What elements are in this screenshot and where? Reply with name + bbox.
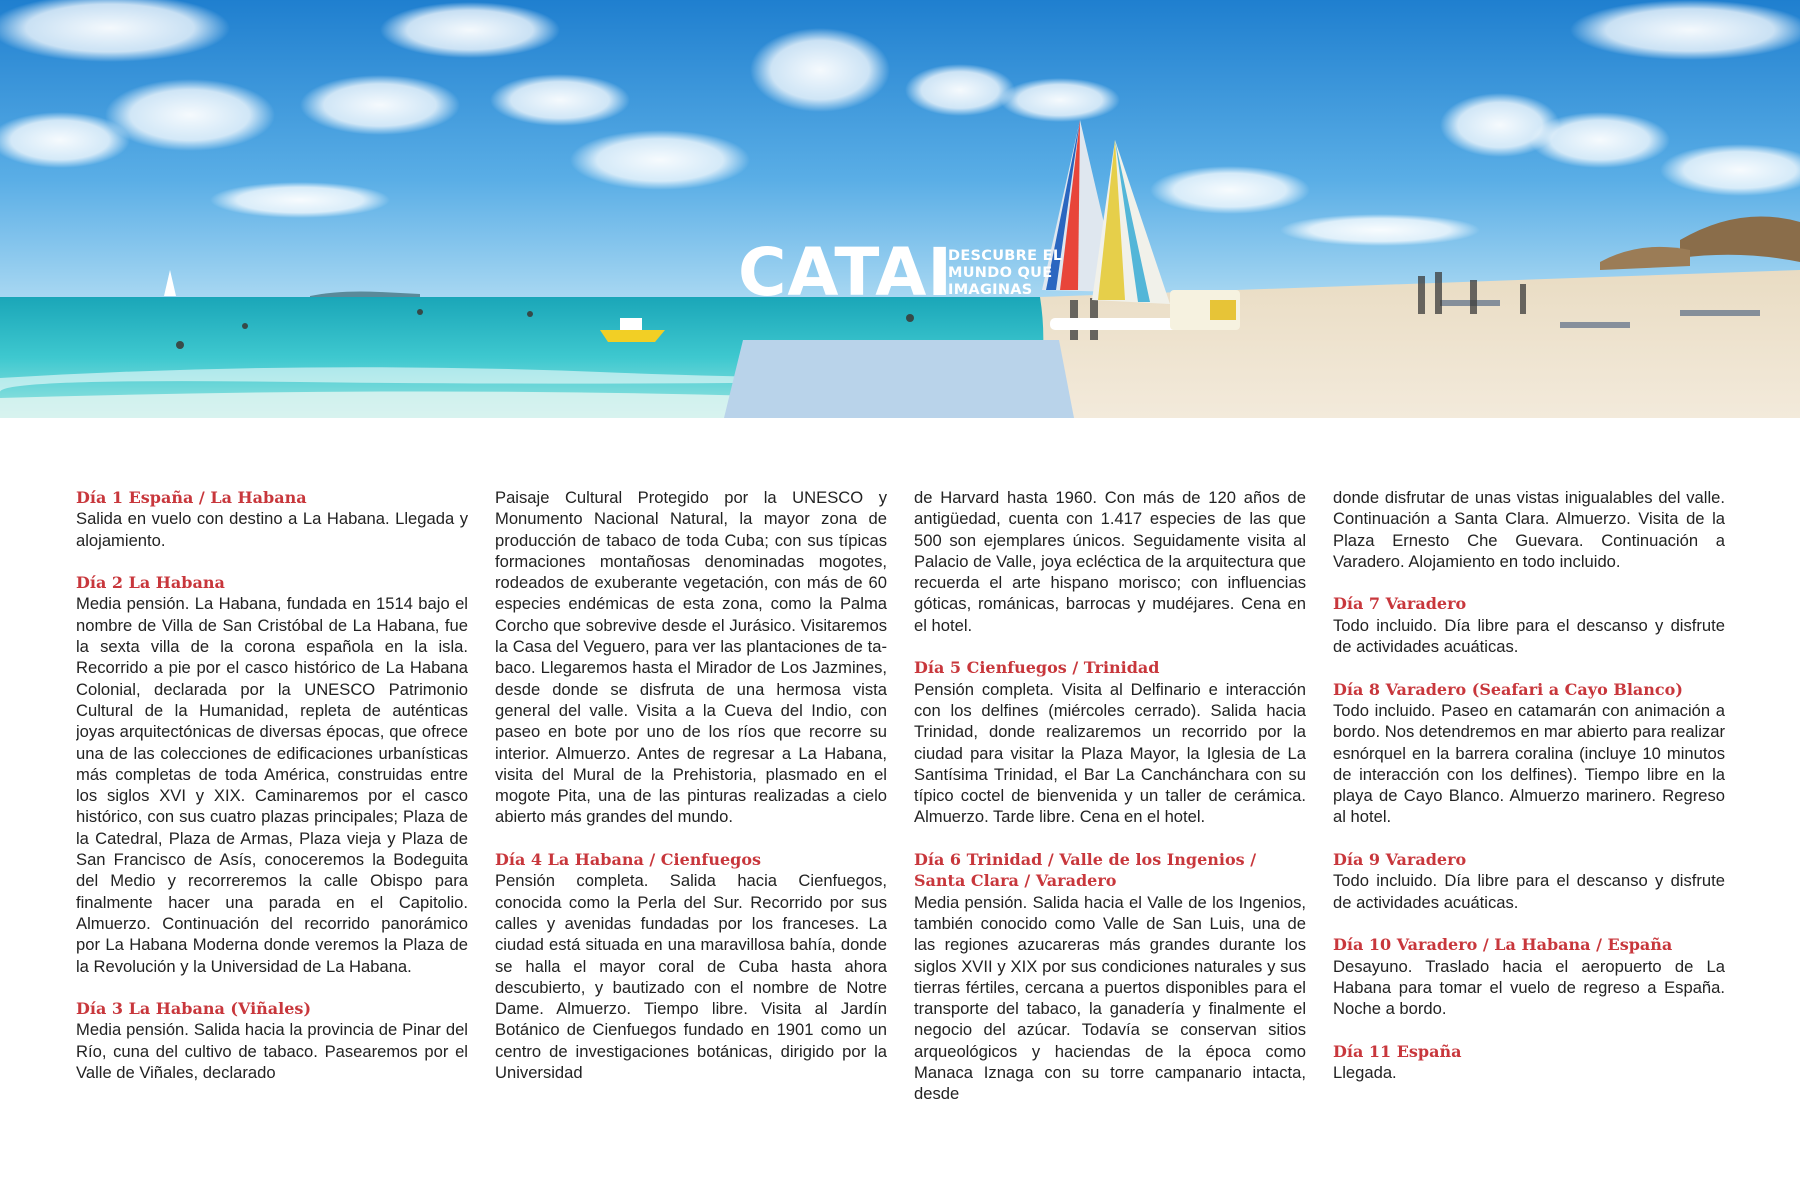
day-text: de Harvard hasta 1960. Con más de 120 años de antigüedad, cuenta con 1.417 especies de las que 500 son ejemplares únicos. Seguidamente visita al Palacio de Valle, joya ecléctica de la arquitectura que recuerda el arte hispano morisco; con influencias góticas, románicas, barrocas y mudéjares. Cena en el hotel.: [914, 488, 1306, 635]
day-title: Día 5 Cienfuegos / Trinidad: [914, 658, 1160, 678]
day-text: Media pensión. Salida hacia el Valle de los Ingenios, también conocido como Valle de San Luis, una de las regiones azucareras más grandes durante los siglos XVII y XIX por sus condiciones naturales y sus tierras fértiles, cercana a puertos disponibles para el transporte del tabaco, la ganadería y finalmente el negocio del azúcar. Todavía se conservan sitios arqueológicos y haciendas de la época como Manaca Iznaga con su torre campanario intacta, desde: [914, 892, 1306, 1104]
day-7: [1333, 593, 1725, 657]
hero-banner: [0, 0, 1800, 418]
day-3-continued: [495, 487, 887, 828]
decorative-tab: [724, 340, 1074, 418]
tagline-line: MUNDO QUE: [948, 265, 1053, 281]
column-4: [1333, 487, 1725, 1147]
day-title: Día 3 La Habana (Viñales): [76, 999, 312, 1019]
column-3: [914, 487, 1306, 1147]
day-title: Día 11 España: [1333, 1041, 1462, 1061]
day-4: [495, 849, 887, 1083]
day-text: Todo incluido. Día libre para el descanso y disfrute de actividades acuáticas.: [1333, 871, 1725, 912]
day-text: Pensión completa. Salida hacia Cienfuegos, conocida como la Perla del Sur. Recorrido por sus calles y avenidas fundadas por los franceses. La ciudad está situada en una maravillosa bahía, donde se halla el mayor coral de Cuba hasta ahora descubierto, y bautizado con el nombre de Notre Dame. Almuerzo. Tiempo libre. Visita al Jardín Botánico de Cienfuegos fundado en 1901 como un centro de investigaciones botánicas, dirigido por la Universidad: [495, 871, 887, 1083]
day-title: Día 9 Varadero: [1333, 850, 1467, 870]
brand-tagline: [948, 248, 1078, 299]
day-11: [1333, 1041, 1725, 1084]
brand-name: CATAI: [738, 234, 953, 311]
day-text: Media pensión. Salida hacia la provincia de Pinar del Río, cuna del cultivo de tabaco. Pasearemos por el Valle de Viñales, declarado: [76, 1020, 468, 1083]
day-8: [1333, 679, 1725, 828]
day-1: [76, 487, 468, 551]
tagline-line: IMAGINAS: [948, 282, 1033, 298]
day-title: Día 1 España / La Habana: [76, 488, 307, 507]
day-title: Día 8 Varadero (Seafari a Cayo Blanco): [1333, 679, 1683, 699]
column-2: [495, 487, 887, 1147]
day-4-continued: [914, 487, 1306, 636]
day-6: [914, 849, 1306, 1105]
day-text: Paisaje Cultural Protegido por la UNESCO y Monumento Nacional Natural, la mayor zona de producción de tabaco de toda Cuba; con sus típicas formaciones montañosas denominadas mogotes, rodeados de exuberante vegetación, con más de 60 especies endémicas de esta zona, como la Palma Corcho que sobrevive desde el Jurásico. Visitaremos la Casa del Veguero, para ver las plantaciones de tabaco. Llegaremos hasta el Mirador de Los Jazmines, desde donde se disfruta de una hermosa vista general del valle. Visita a la Cueva del Indio, con paseo en bote por uno de los ríos que recorre su interior. Almuerzo. Antes de regresar a La Habana, visita del Mural de la Prehistoria, plasmado en el mogote Pita, una de las pinturas realizadas a cielo abierto más grandes del mundo.: [495, 488, 887, 827]
itinerary-columns: [76, 487, 1726, 1147]
day-6-continued: [1333, 487, 1725, 572]
tagline-line: DESCUBRE EL: [948, 248, 1063, 264]
day-5: [914, 657, 1306, 827]
day-9: [1333, 849, 1725, 913]
day-text: Todo incluido. Paseo en catamarán con animación a bordo. Nos detendremos en mar abierto para realizar esnórquel en la barrera coralina (incluye 10 minutos de interacción con los delfines). Tiempo libre en la playa de Cayo Blanco. Almuerzo marinero. Regreso al hotel.: [1333, 700, 1725, 827]
day-title: Día 7 Varadero: [1333, 594, 1467, 614]
day-title: Día 10 Varadero / La Habana / España: [1333, 935, 1673, 955]
day-text: donde disfrutar de unas vistas inigualables del valle. Continuación a Santa Clara. Almuerzo. Visita de la Plaza Ernesto Che Guevara. Continuación a Varadero. Alojamiento en todo incluido.: [1333, 488, 1725, 571]
day-text: Media pensión. La Habana, fundada en 1514 bajo el nombre de Villa de San Cristóbal de La Habana, fue la sexta villa de la corona española en la isla. Recorrido a pie por el casco histórico de La Habana Colonial, declarada por la UNESCO Patrimonio Cultural de la Humanidad, repleta de auténticas joyas arquitectónicas de diversas épocas, que ofrece una de las colecciones de edificaciones urbanísticas más completas de toda América, construidas entre los siglos XVI y XIX. Caminaremos por el casco histórico, con sus cuatro plazas principales; Plaza de la Catedral, Plaza de Armas, Plaza vieja y Plaza de San Francisco de Asís, conoceremos la Bodeguita del Medio y recorreremos la calle Obispo para finalmente hacer una parada en el Capitolio. Almuerzo. Continuación del recorrido panorámico por La Habana Moderna donde veremos la Plaza de la Revolución y la Universidad de La Habana.: [76, 594, 468, 976]
day-text: Desayuno. Traslado hacia el aeropuerto de La Habana para tomar el vuelo de regreso a España. Noche a bordo.: [1333, 956, 1725, 1019]
day-title: Día 6 Trinidad / Valle de los Ingenios / Santa Clara / Varadero: [914, 850, 1257, 891]
day-text: Todo incluido. Día libre para el descanso y disfrute de actividades acuáticas.: [1333, 615, 1725, 657]
day-10: [1333, 934, 1725, 1019]
day-text: Salida en vuelo con destino a La Habana. Llegada y alojamiento.: [76, 509, 468, 550]
day-2: [76, 572, 468, 977]
day-title: Día 2 La Habana: [76, 573, 225, 593]
day-3: [76, 998, 468, 1083]
day-text: Llegada.: [1333, 1063, 1397, 1083]
column-1: [76, 487, 468, 1147]
day-title: Día 4 La Habana / Cienfuegos: [495, 850, 761, 870]
day-text: Pensión completa. Visita al Delfinario e interacción con los delfines (miércoles cerrado). Salida hacia Trinidad, donde realizaremos un recorrido por la ciudad para visitar la Plaza Mayor, la Iglesia de La Santísima Trinidad, el Bar La Canchánchara con su típico coctel de bienvenida y un taller de cerámica. Almuerzo. Tarde libre. Cena en el hotel.: [914, 679, 1306, 827]
